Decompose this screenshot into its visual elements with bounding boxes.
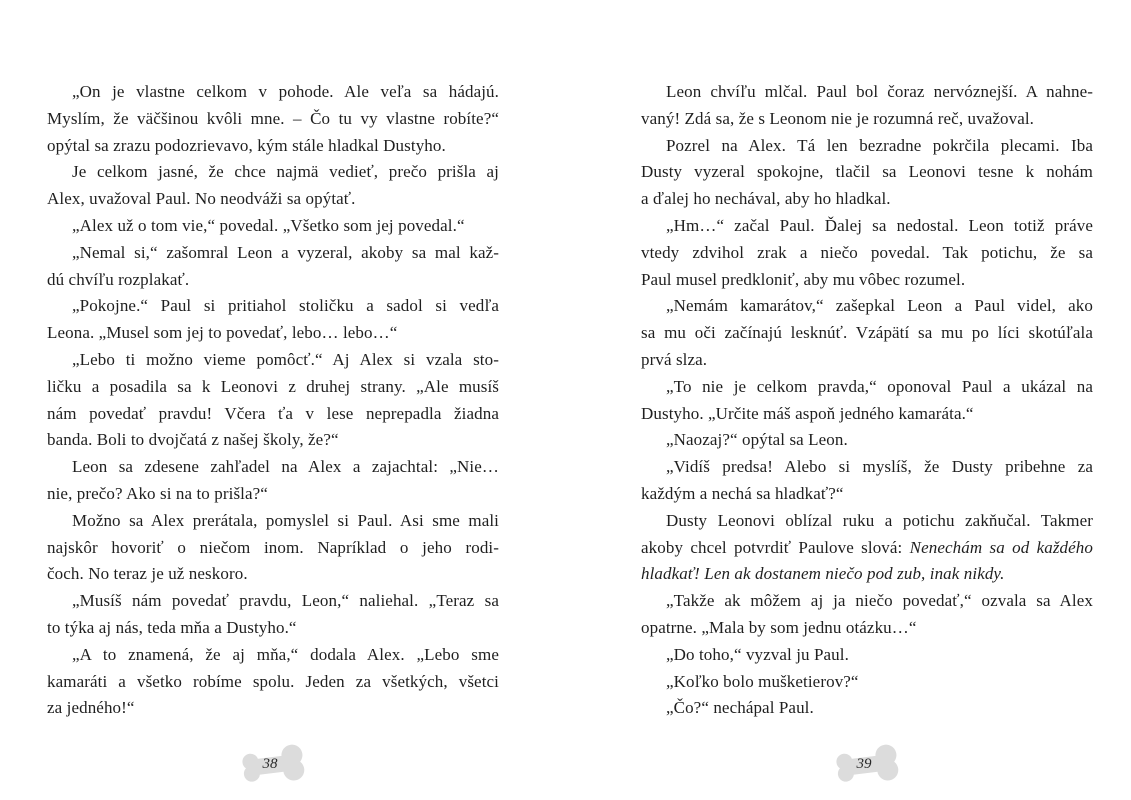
text-line	[641, 213, 1093, 240]
text-line	[641, 695, 1093, 722]
text-segment: banda. Boli to dvojčatá z našej školy, že?“	[47, 430, 339, 450]
text-line	[47, 615, 499, 642]
text-segment: „Nemám kamarátov,“ zašepkal Leon a Paul videl, ako	[666, 296, 1093, 316]
text-line	[47, 213, 499, 240]
text-line	[641, 454, 1093, 481]
text-segment: „Nemal si,“ zašomral Leon a vyzeral, akoby sa mal kaž-	[72, 242, 499, 262]
text-segment: Dusty vyzeral spokojne, tlačil sa Leonovi tesne k nohám	[641, 162, 1093, 182]
text-segment: „A to znamená, že aj mňa,“ dodala Alex. „Lebo sme	[72, 644, 499, 664]
text-segment: najskôr hovoriť o niečom inom. Napríklad o jeho rodi-	[47, 537, 499, 557]
text-line	[47, 454, 499, 481]
text-line	[47, 106, 499, 133]
page-39-marker	[834, 746, 900, 784]
text-line	[47, 320, 499, 347]
page-38-footer	[47, 746, 499, 784]
text-segment: a ďalej ho nechával, aby ho hladkal.	[641, 189, 891, 209]
text-line	[47, 240, 499, 267]
text-line	[47, 561, 499, 588]
text-line	[641, 159, 1093, 186]
text-line	[641, 106, 1093, 133]
text-segment: „Lebo ti možno vieme pomôcť.“ Aj Alex si vzala sto-	[72, 349, 499, 369]
text-segment: nie, prečo? Ako si na to prišla?“	[47, 483, 268, 503]
text-segment: „On je vlastne celkom v pohode. Ale veľa sa hádajú.	[72, 82, 499, 101]
text-segment: prvá slza.	[641, 349, 708, 369]
text-line	[641, 267, 1093, 294]
text-segment: Alex, uvažoval Paul. No neodváži sa opýtať.	[47, 189, 356, 209]
page-39-text-column	[641, 79, 1093, 722]
text-segment: čoch. No teraz je už neskoro.	[47, 564, 248, 584]
text-line	[641, 615, 1093, 642]
text-line	[641, 133, 1093, 160]
text-segment: kamaráti a všetko robíme spolu. Jeden za všetkých, všetci	[47, 671, 499, 691]
text-segment: Leon chvíľu mlčal. Paul bol čoraz nervóznejší. A nahne-	[666, 82, 1093, 101]
text-segment: „Koľko bolo mušketierov?“	[666, 671, 859, 691]
text-segment: dú chvíľu rozplakať.	[47, 269, 190, 289]
text-line	[641, 240, 1093, 267]
text-segment: „Musíš nám povedať pravdu, Leon,“ naliehal. „Teraz sa	[72, 591, 499, 611]
text-line	[641, 293, 1093, 320]
text-line	[641, 642, 1093, 669]
text-line	[641, 79, 1093, 106]
text-line	[47, 401, 499, 428]
page-38-text-column	[47, 79, 499, 722]
text-line	[641, 374, 1093, 401]
text-segment: Leona. „Musel som jej to povedať, lebo… lebo…“	[47, 323, 398, 343]
text-segment: za jedného!“	[47, 698, 135, 718]
text-line	[47, 293, 499, 320]
text-line	[641, 320, 1093, 347]
page-number: 38	[262, 755, 278, 772]
text-segment: opatrne. „Mala by som jednu otázku…“	[641, 617, 917, 637]
text-segment: „To nie je celkom pravda,“ oponoval Paul a ukázal na	[666, 376, 1093, 396]
text-line	[47, 374, 499, 401]
text-segment: „Vidíš predsa! Alebo si myslíš, že Dusty pribehne za	[666, 457, 1093, 477]
text-line	[47, 669, 499, 696]
text-segment: nám povedať pravdu! Včera ťa v lese neprepadla žiadna	[47, 403, 499, 423]
text-segment: opýtal sa zrazu podozrievavo, kým stále hladkal Dustyho.	[47, 135, 446, 155]
text-line	[641, 481, 1093, 508]
page-38-marker	[240, 746, 306, 784]
italic-text-segment: Nenechám sa od každého	[909, 537, 1093, 557]
text-line	[47, 159, 499, 186]
text-segment: ličku a posadila sa k Leonovi z druhej strany. „Ale musíš	[47, 376, 499, 396]
text-line	[47, 267, 499, 294]
text-segment: každým a nechá sa hladkať?“	[641, 483, 844, 503]
text-line	[47, 508, 499, 535]
text-line	[641, 508, 1093, 535]
text-segment: vaný! Zdá sa, že s Leonom nie je rozumná reč, uvažoval.	[641, 108, 1035, 128]
text-segment: Leon sa zdesene zahľadel na Alex a zajachtal: „Nie…	[72, 457, 499, 477]
text-segment: Dusty Leonovi oblízal ruku a potichu zakňučal. Takmer	[666, 510, 1093, 530]
text-segment: akoby chcel potvrdiť Paulove slová:	[641, 537, 910, 557]
text-line	[47, 535, 499, 562]
text-segment: Pozrel na Alex. Tá len bezradne pokrčila plecami. Iba	[666, 135, 1093, 155]
text-segment: Dustyho. „Určite máš aspoň jedného kamaráta.“	[641, 403, 974, 423]
text-line	[47, 642, 499, 669]
text-segment: Možno sa Alex prerátala, pomyslel si Paul. Asi sme mali	[72, 510, 499, 530]
text-segment: „Alex už o tom vie,“ povedal. „Všetko som jej povedal.“	[72, 215, 465, 235]
text-line	[47, 133, 499, 160]
italic-text-segment: hladkať! Len ak dostanem niečo pod zub, inak nikdy.	[641, 564, 1005, 584]
text-segment: „Naozaj?“ opýtal sa Leon.	[666, 430, 848, 450]
text-segment: „Čo?“ nechápal Paul.	[666, 698, 814, 718]
text-segment: Je celkom jasné, že chce najmä vedieť, prečo prišla aj	[72, 162, 499, 182]
text-line	[47, 186, 499, 213]
text-line	[47, 481, 499, 508]
text-line	[641, 561, 1093, 588]
text-segment: „Do toho,“ vyzval ju Paul.	[666, 644, 849, 664]
text-segment: Myslím, že väčšinou kvôli mne. – Čo tu vy vlastne robíte?“	[47, 108, 499, 128]
text-line	[641, 401, 1093, 428]
text-segment: „Pokojne.“ Paul si pritiahol stoličku a sadol si vedľa	[72, 296, 499, 316]
text-line	[641, 427, 1093, 454]
text-line	[641, 347, 1093, 374]
text-line	[47, 588, 499, 615]
text-line	[641, 535, 1093, 562]
text-segment: Paul musel predkloniť, aby mu vôbec rozumel.	[641, 269, 966, 289]
text-segment: to týka aj nás, teda mňa a Dustyho.“	[47, 617, 297, 637]
text-line	[47, 79, 499, 106]
text-segment: sa mu oči začínajú lesknúť. Vzápätí sa mu po líci skotúľala	[641, 323, 1093, 343]
text-line	[641, 186, 1093, 213]
text-line	[641, 588, 1093, 615]
text-segment: „Takže ak môžem aj ja niečo povedať,“ ozvala sa Alex	[666, 591, 1093, 611]
text-line	[47, 427, 499, 454]
text-segment: „Hm…“ začal Paul. Ďalej sa nedostal. Leon totiž práve	[666, 215, 1093, 235]
page-number: 39	[856, 755, 872, 772]
text-line	[641, 669, 1093, 696]
text-line	[47, 347, 499, 374]
text-line	[47, 695, 499, 722]
text-segment: vtedy zdvihol zrak a niečo povedal. Tak potichu, že sa	[641, 242, 1093, 262]
page-39-footer	[641, 746, 1093, 784]
